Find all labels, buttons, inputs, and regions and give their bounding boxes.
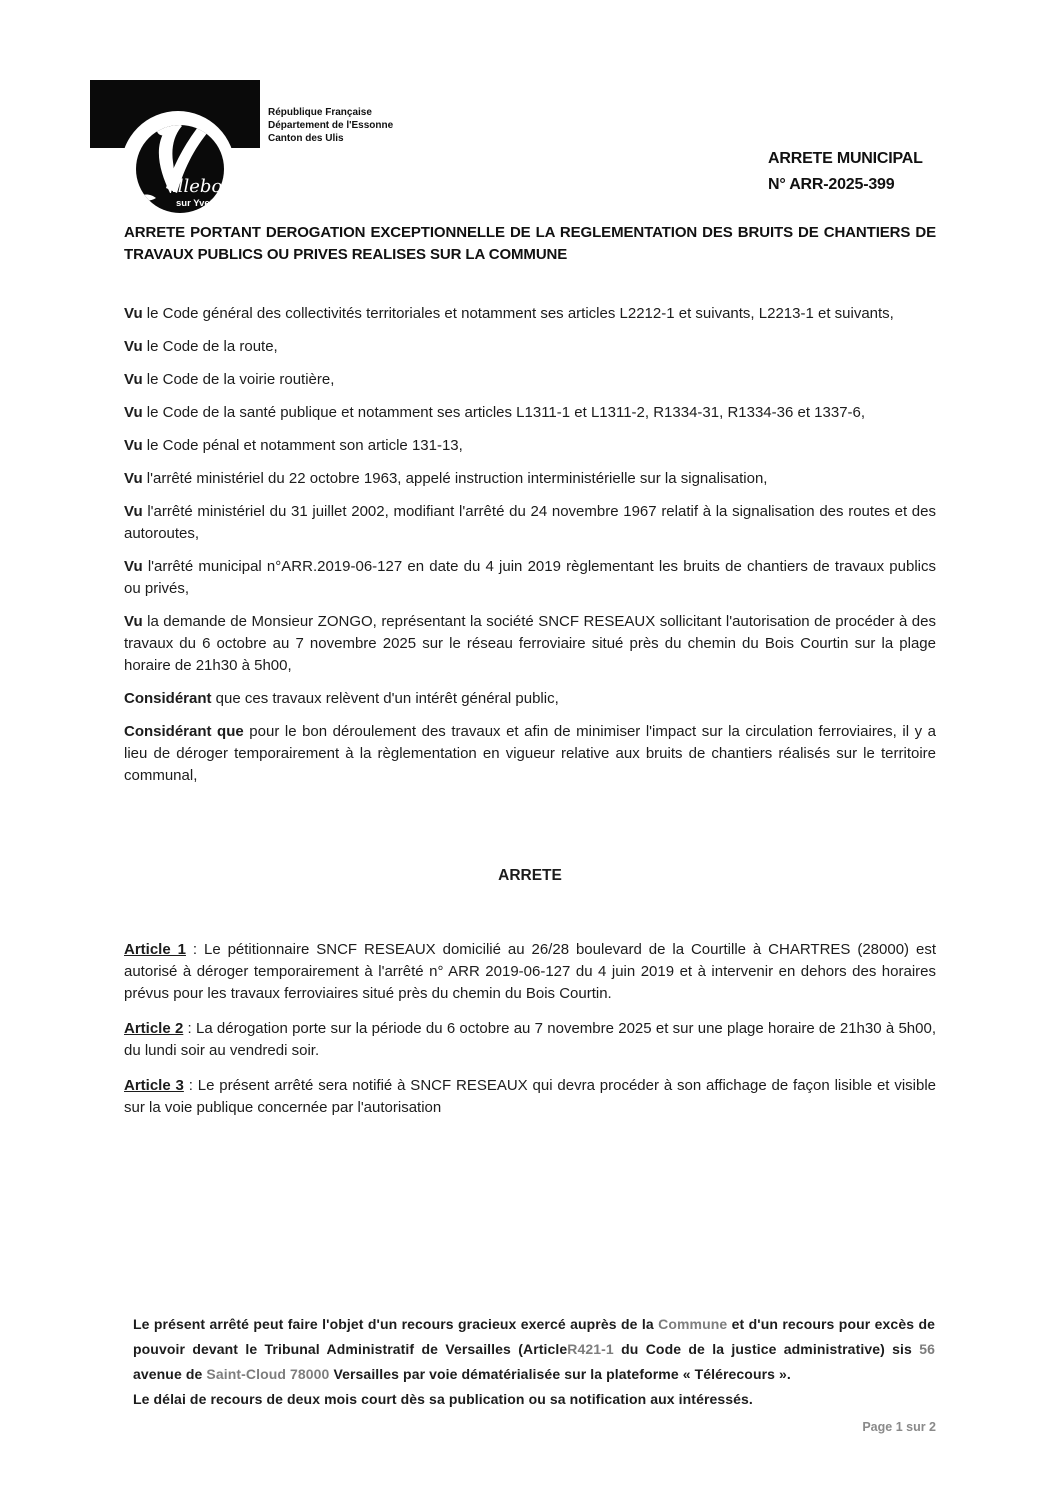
document-title: ARRETE PORTANT DEROGATION EXCEPTIONNELLE DE LA REGLEMENTATION DES BRUITS DE CHANTIERS DE TRAVAUX PUBLICS OU PRIVES REALISES SUR LA COMMUNE (124, 224, 936, 263)
recital-lead: Vu (124, 470, 143, 487)
document-number: N° ARR-2025-399 (768, 176, 895, 193)
recital-paragraph: Vu l'arrêté ministériel du 22 octobre 1963, appelé instruction interministérielle sur la signalisation, (124, 470, 768, 487)
notice-text: du Code de la justice administrative) sis (613, 1341, 920, 1357)
article-paragraph: Article 1 : Le pétitionnaire SNCF RESEAUX domicilié au 26/28 boulevard de la Courtille à CHARTRES (28000) est autorisé à déroger temporairement à l'arrêté n° ARR 2019-06-127 du 4 juin 2019 et à intervenir en dehors des horaires prévus pour les travaux ferroviaires situé près du chemin du Bois Courtin. (124, 941, 936, 1002)
article-paragraph: Article 2 : La dérogation porte sur la période du 6 octobre au 7 novembre 2025 et sur une plage horaire de 21h30 à 5h00, du lundi soir au vendredi soir. (124, 1020, 936, 1059)
inserted-field-text: R421-1 (567, 1341, 614, 1357)
recital-lead: Considérant (124, 690, 212, 707)
recital-paragraph: Vu le Code de la santé publique et notamment ses articles L1311-1 et L1311-2, R1334-31, R1334-36 et 1337-6, (124, 404, 866, 421)
recourse-paragraph (133, 1312, 935, 1387)
section-heading: ARRETE (498, 867, 562, 884)
recital-lead: Vu (124, 613, 143, 630)
recital-lead: Vu (124, 338, 143, 355)
recital-lead: Vu (124, 371, 143, 388)
articles (124, 939, 936, 1119)
org-line-canton: Canton des Ulis (268, 133, 344, 144)
recital-paragraph: Vu le Code de la route, (124, 338, 278, 355)
villebon-logo-icon (90, 80, 266, 230)
recital-paragraph: Vu le Code pénal et notamment son article 131-13, (124, 437, 463, 454)
org-line-republique: République Française (268, 107, 372, 118)
org-line-departement: Département de l'Essonne (268, 120, 394, 131)
legal-notice (133, 1312, 935, 1412)
recital-lead: Vu (124, 305, 143, 322)
notice-text: Le présent arrêté peut faire l'objet d'un recours gracieux exercé auprès de la (133, 1316, 659, 1332)
recital-paragraph: Vu la demande de Monsieur ZONGO, représentant la société SNCF RESEAUX sollicitant l'autorisation de procéder à des travaux du 6 octobre au 7 novembre 2025 sur le réseau ferroviaire situé près du chemin du Bois Courtin sur la plage horaire de 21h30 à 5h00, (124, 613, 936, 674)
recital-paragraph: Vu le Code général des collectivités territoriales et notamment ses articles L2212-1 et suivants, L2213-1 et suivants, (124, 305, 894, 322)
document-id-block (768, 146, 923, 198)
page-indicator: Page 1 sur 2 (862, 1420, 936, 1434)
recital-lead: Vu (124, 558, 143, 575)
article-lead: Article 3 (124, 1077, 184, 1094)
recital-lead: Vu (124, 503, 143, 520)
recital-lead: Vu (124, 404, 143, 421)
recitals (124, 303, 936, 787)
article-lead: Article 2 (124, 1020, 184, 1037)
notice-text: Versailles par voie dématérialisée sur la plateforme « Télérecours ». (329, 1366, 791, 1382)
logo-script-text: illebon (172, 176, 234, 197)
document-type: ARRETE MUNICIPAL (768, 150, 923, 167)
recital-paragraph: Vu l'arrêté ministériel du 31 juillet 2002, modifiant l'arrêté du 24 novembre 1967 relatif à la signalisation des routes et des autoroutes, (124, 503, 936, 542)
document-body (124, 303, 936, 1132)
recital-paragraph: Vu l'arrêté municipal n°ARR.2019-06-127 en date du 4 juin 2019 règlementant les bruits de chantiers de travaux publics ou privés, (124, 558, 936, 597)
article-paragraph: Article 3 : Le présent arrêté sera notifié à SNCF RESEAUX qui devra procéder à son affichage de façon lisible et visible sur la voie publique concernée par l'autorisation (124, 1077, 937, 1116)
issuing-authority (268, 106, 393, 145)
inserted-field-text: Saint-Cloud 78000 (206, 1366, 330, 1382)
recital-paragraph: Considérant que ces travaux relèvent d'un intérêt général public, (124, 690, 559, 707)
inserted-field-text: Commune (658, 1316, 728, 1332)
recital-paragraph: Vu le Code de la voirie routière, (124, 371, 335, 388)
article-lead: Article 1 (124, 941, 186, 958)
recital-lead: Considérant que (124, 723, 244, 740)
recital-lead: Vu (124, 437, 143, 454)
notice-text: et d'un recours pour excès de pouvoir devant le Tribunal Administratif de Versailles (Article (133, 1316, 935, 1357)
recital-paragraph: Considérant que pour le bon déroulement des travaux et afin de minimiser l'impact sur la circulation ferroviaires, il y a lieu de déroger temporairement à la règlementation en vigueur relative aux bruits de chantiers réalisés sur le territoire communal, (124, 723, 936, 784)
inserted-field-text: 56 (919, 1341, 935, 1357)
logo-sub-text: sur Yvette (176, 198, 222, 209)
delay-line: Le délai de recours de deux mois court dès sa publication ou sa notification aux intéressés. (133, 1391, 753, 1407)
notice-text: avenue de (133, 1366, 207, 1382)
